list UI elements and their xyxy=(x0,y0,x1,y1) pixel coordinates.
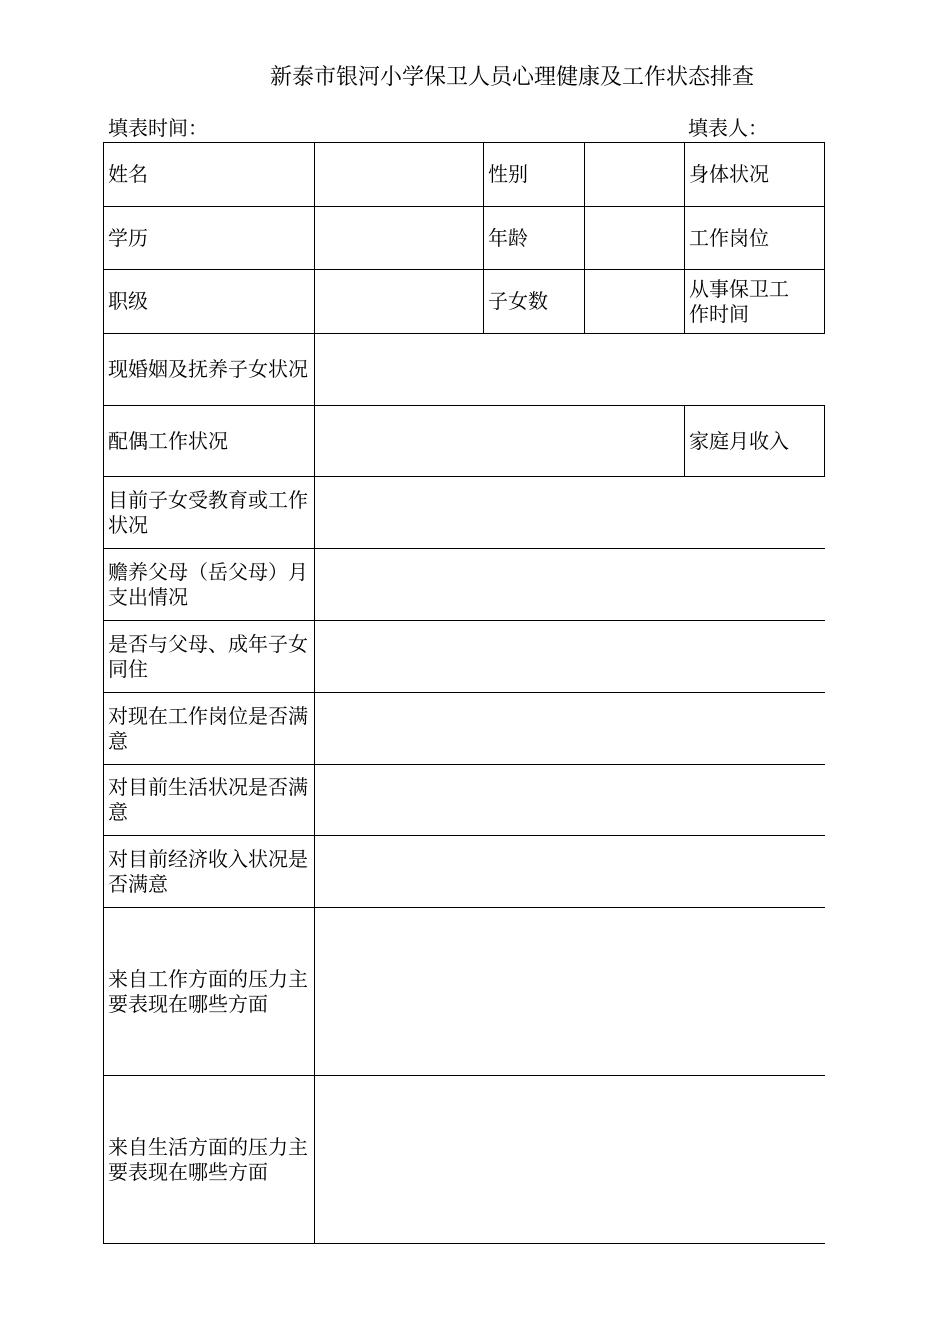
label-education: 学历 xyxy=(108,225,148,250)
education-field[interactable] xyxy=(315,207,483,269)
page-title: 新泰市银河小学保卫人员心理健康及工作状态排查 xyxy=(270,65,755,90)
work-pressure-field[interactable] xyxy=(315,908,824,1075)
label-health: 身体状况 xyxy=(689,162,769,186)
rank-field[interactable] xyxy=(315,270,483,333)
label-marriage: 现婚姻及抚养子女状况 xyxy=(108,357,308,381)
children-count-field[interactable] xyxy=(585,270,684,333)
marriage-field[interactable] xyxy=(370,334,824,405)
job-satisfaction-field[interactable] xyxy=(315,693,824,764)
label-position: 工作岗位 xyxy=(689,225,769,250)
fill-time-label: 填表时间： xyxy=(108,116,208,140)
filler-label: 填表人： xyxy=(688,116,768,140)
gender-field[interactable] xyxy=(585,143,684,206)
table-right-border xyxy=(824,405,825,476)
children-edu-field[interactable] xyxy=(315,477,824,548)
name-field[interactable] xyxy=(315,143,483,206)
label-gender: 性别 xyxy=(488,162,528,186)
label-children-count: 子女数 xyxy=(488,289,548,313)
label-age: 年龄 xyxy=(488,225,528,250)
label-parents-support: 赡养父母（岳父母）月支出情况 xyxy=(108,559,308,609)
age-field[interactable] xyxy=(585,207,684,269)
parents-support-field[interactable] xyxy=(315,549,824,620)
label-job-satisfaction: 对现在工作岗位是否满意 xyxy=(108,703,308,753)
label-life-pressure: 来自生活方面的压力主要表现在哪些方面 xyxy=(108,1134,308,1184)
label-spouse-work: 配偶工作状况 xyxy=(108,428,228,453)
label-income-satisfaction: 对目前经济收入状况是否满意 xyxy=(108,846,308,896)
cohabit-field[interactable] xyxy=(315,621,824,692)
label-work-pressure: 来自工作方面的压力主要表现在哪些方面 xyxy=(108,966,308,1016)
table-right-border xyxy=(824,142,825,333)
income-satisfaction-field[interactable] xyxy=(315,836,824,907)
label-family-income: 家庭月收入 xyxy=(689,428,789,453)
label-cohabit: 是否与父母、成年子女同住 xyxy=(108,631,308,681)
label-security-years: 从事保卫工作时间 xyxy=(689,276,789,326)
label-children-edu: 目前子女受教育或工作状况 xyxy=(108,487,308,537)
life-satisfaction-field[interactable] xyxy=(315,765,824,835)
spouse-work-field[interactable] xyxy=(315,406,684,476)
life-pressure-field[interactable] xyxy=(315,1076,824,1243)
label-name: 姓名 xyxy=(108,162,148,186)
label-rank: 职级 xyxy=(108,289,148,313)
label-life-satisfaction: 对目前生活状况是否满意 xyxy=(108,775,308,824)
